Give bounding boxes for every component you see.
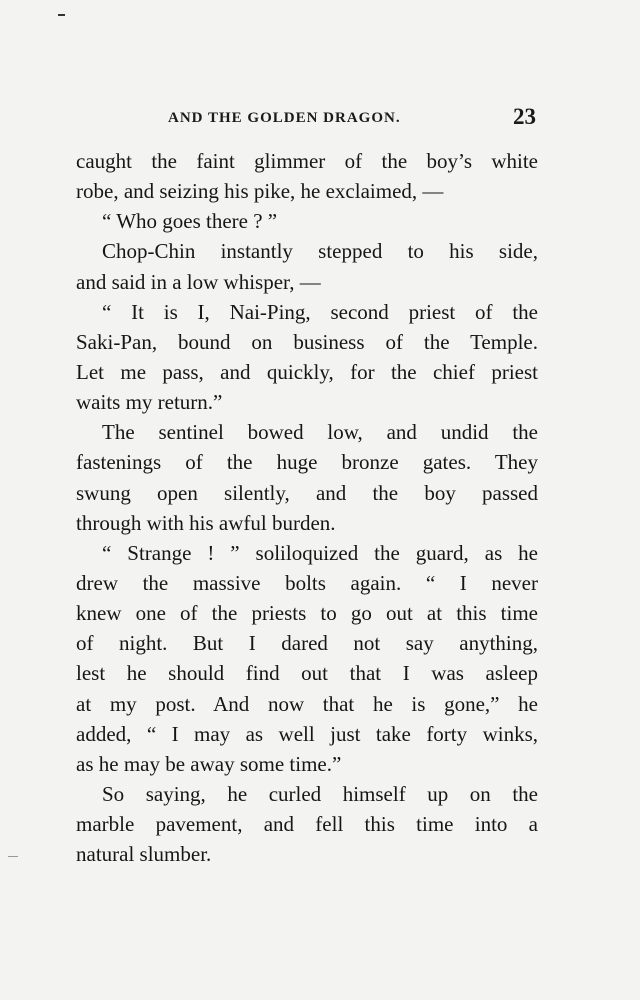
- text-line: The sentinel bowed low, and undid the: [102, 420, 538, 445]
- running-title: AND THE GOLDEN DRAGON.: [168, 110, 401, 126]
- text-line: lest he should find out that I was asleep: [76, 661, 538, 686]
- text-line: marble pavement, and fell this time into a: [76, 812, 538, 837]
- text-line: fastenings of the huge bronze gates. They: [76, 450, 538, 475]
- text-line: So saying, he curled himself up on the: [102, 781, 538, 806]
- page-number: 23: [513, 104, 536, 129]
- text-line: and said in a low whisper, —: [76, 269, 321, 294]
- text-line: Chop-Chin instantly stepped to his side,: [102, 239, 538, 264]
- body-text: [76, 146, 538, 869]
- text-line: knew one of the priests to go out at this time: [76, 601, 538, 626]
- text-line: swung open silently, and the boy passed: [76, 480, 538, 505]
- text-line: Let me pass, and quickly, for the chief priest: [76, 359, 538, 384]
- text-line: robe, and seizing his pike, he exclaimed, —: [76, 179, 444, 204]
- margin-mark: [8, 856, 18, 857]
- text-line: at my post. And now that he is gone,” he: [76, 691, 538, 716]
- text-line: drew the massive bolts again. “ I never: [76, 570, 538, 595]
- text-line: waits my return.”: [76, 390, 223, 415]
- text-line: as he may be away some time.”: [76, 751, 342, 776]
- text-line: Saki-Pan, bound on business of the Temple.: [76, 329, 538, 354]
- page-header: [168, 104, 536, 134]
- text-line: through with his awful burden.: [76, 510, 336, 535]
- text-line: caught the faint glimmer of the boy’s white: [76, 149, 538, 173]
- text-line: “ Who goes there ? ”: [102, 209, 278, 234]
- text-line: “ Strange ! ” soliloquized the guard, as he: [102, 540, 538, 565]
- text-line: of night. But I dared not say anything,: [76, 631, 538, 656]
- text-line: “ It is I, Nai-Ping, second priest of the: [102, 299, 538, 324]
- print-speck: [58, 14, 65, 16]
- text-line: added, “ I may as well just take forty winks,: [76, 721, 538, 746]
- text-line: natural slumber.: [76, 842, 212, 867]
